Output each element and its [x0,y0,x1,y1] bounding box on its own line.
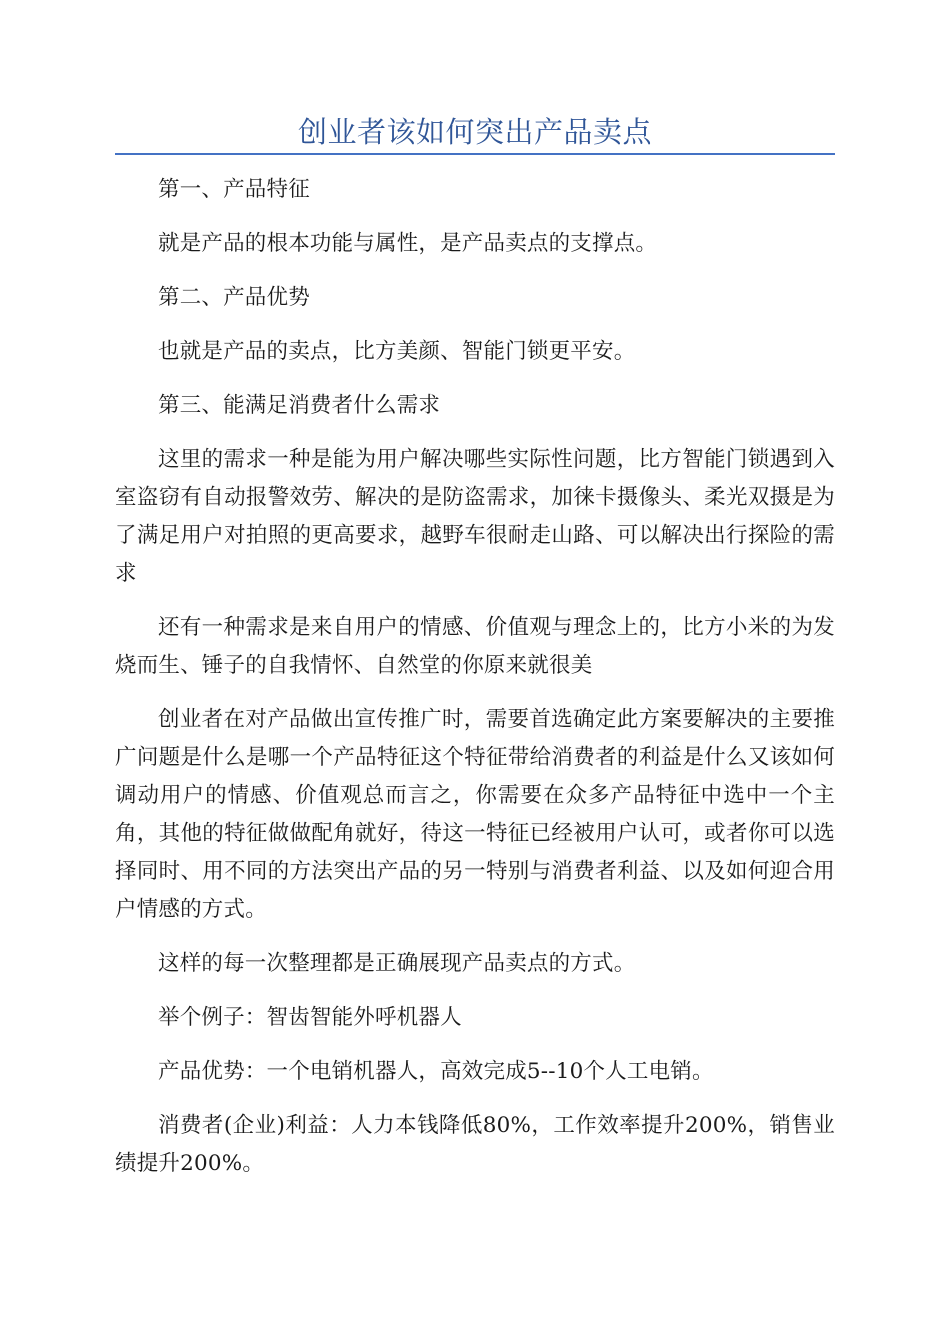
paragraph-example-benefit: 消费者(企业)利益：人力本钱降低80%，工作效率提升200%，销售业绩提升200%。 [115,1113,835,1176]
paragraph-summary: 这样的每一次整理都是正确展现产品卖点的方式。 [158,951,636,976]
heading-product-advantages: 第二、产品优势 [158,285,310,310]
paragraph-emotional-needs: 还有一种需求是来自用户的情感、价值观与理念上的，比方小米的为发烧而生、锤子的自我情怀、自然堂的你原来就很美 [115,615,835,678]
document-title: 创业者该如何突出产品卖点 [297,115,652,149]
heading-consumer-needs: 第三、能满足消费者什么需求 [158,393,441,418]
paragraph-example: 举个例子：智齿智能外呼机器人 [158,1005,462,1030]
heading-product-features: 第一、产品特征 [158,177,310,202]
paragraph-example-advantage: 产品优势：一个电销机器人，高效完成5--10个人工电销。 [158,1059,714,1084]
paragraph-product-advantages: 也就是产品的卖点，比方美颜、智能门锁更平安。 [158,339,636,364]
paragraph-promotion-strategy: 创业者在对产品做出宣传推广时，需要首选确定此方案要解决的主要推广问题是什么是哪一个产品特征这个特征带给消费者的利益是什么又该如何调动用户的情感、价值观总而言之，你需要在众多产品特征中选中一个主角，其他的特征做做配角就好，待这一特征已经被用户认可，或者你可以选择同时、用不同的方法突出产品的另一特别与消费者利益、以及如何迎合用户情感的方式。 [115,707,835,922]
paragraph-practical-needs: 这里的需求一种是能为用户解决哪些实际性问题，比方智能门锁遇到入室盗窃有自动报警效劳、解决的是防盗需求，加徕卡摄像头、柔光双摄是为了满足用户对拍照的更高要求，越野车很耐走山路、可以解决出行探险的需求 [115,447,835,586]
title-underline [115,153,835,155]
document-body [115,171,835,1183]
paragraph-product-features: 就是产品的根本功能与属性，是产品卖点的支撑点。 [158,231,658,256]
